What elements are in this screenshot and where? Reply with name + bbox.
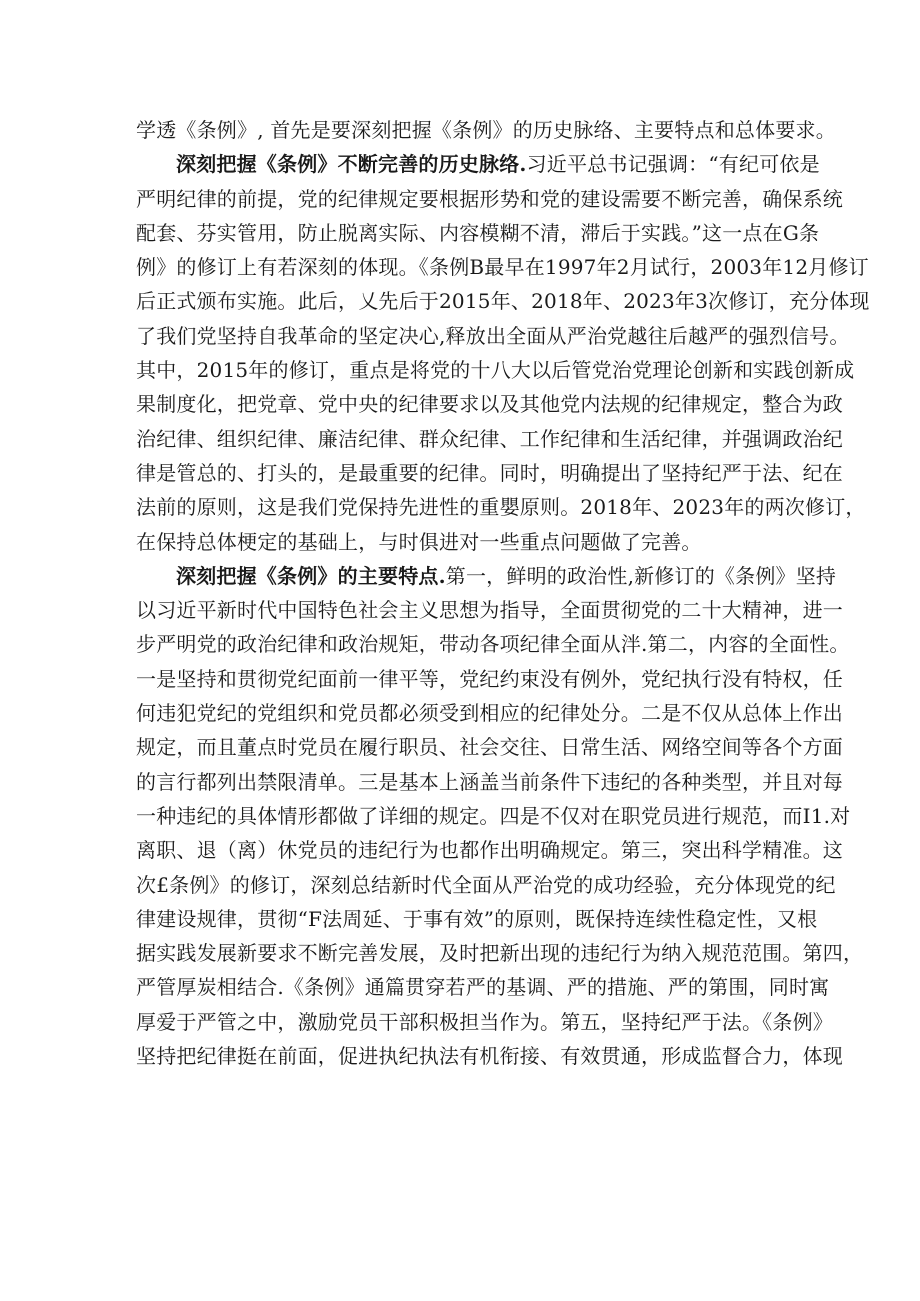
text-line xyxy=(136,250,869,284)
paragraph-heading: 深刻把握《条例》不断完善的历史脉络. xyxy=(176,152,527,177)
text-line xyxy=(136,593,843,627)
paragraph-features xyxy=(136,559,864,1073)
document-page xyxy=(136,113,870,1073)
text-line xyxy=(136,833,843,867)
line-text: 以习近平新时代中国特色社会主义思想为指导，全面贯彻党的二十大精神，进一 xyxy=(136,598,843,623)
line-text: 严明纪律的前提，党的纪律规定要根据形势和党的建设需要不断完善，确保系统 xyxy=(136,186,843,211)
text-line xyxy=(136,868,836,902)
line-text: 了我们党坚持自我革命的坚定决心,释放出全面从严治党越往后越严的强烈信号。 xyxy=(136,323,850,348)
text-line xyxy=(136,902,818,936)
paragraph-intro xyxy=(136,113,836,147)
line-text: 一种违纪的具体情形都做了详细的规定。四是不仅对在职党员进行规范，而I1.对 xyxy=(136,803,851,828)
line-text: 习近平总书记强调：“有纪可依是 xyxy=(526,152,820,177)
text-line xyxy=(136,490,866,524)
line-text: 律建设规律，贯彻“F法周延、于事有效”的原则，既保持连续性稳定性，又根 xyxy=(136,906,818,931)
text-line xyxy=(136,799,851,833)
text-line xyxy=(136,422,843,456)
text-line xyxy=(136,456,843,490)
text-line xyxy=(136,559,837,593)
text-line xyxy=(136,525,796,559)
text-line xyxy=(136,182,843,216)
paragraph-history xyxy=(136,147,870,559)
line-text: 次£条例》的修订，深刻总结新时代全面从严治党的成功经验，充分体现党的纪 xyxy=(136,872,836,897)
line-text: 学透《条例》, 首先是要深刻把握《条例》的历史脉络、主要特点和总体要求。 xyxy=(136,118,836,142)
text-line xyxy=(136,319,850,353)
line-text: 其中，2015年的修订，重点是将党的十八大以后管党治党理论创新和实践创新成 xyxy=(136,358,855,383)
text-line xyxy=(136,627,850,661)
line-text: 严管厚炭相结合.《条例》通篇贯穿若严的基调、严的措施、严的第围，同时寓 xyxy=(136,975,830,1000)
line-text: 治纪律、组织纪律、廉洁纪律、群众纪律、工作纪律和生活纪律，并强调政治纪 xyxy=(136,426,843,451)
text-line xyxy=(136,662,843,696)
line-text: 果制度化，把党章、党中央的纪律要求以及其他党内法规的纪律规定，整合为政 xyxy=(136,392,843,417)
text-line xyxy=(136,353,855,387)
line-text: 离职、退（离）休党员的违纪行为也都作出明确规定。第三，突出科学精准。这 xyxy=(136,838,843,863)
line-text: 的言行都列出禁限清单。三是基本上涵盖当前条件下违纪的各种类型，并且对每 xyxy=(136,769,843,794)
text-line xyxy=(136,730,843,764)
line-text: 第一，鲜明的政治性,新修订的《条例》坚持 xyxy=(445,563,837,588)
line-text: 步严明党的政治纪律和政治规矩，带动各项纪律全面从泮.第二，内容的全面性。 xyxy=(136,632,850,657)
text-line xyxy=(136,936,864,970)
line-text: 规定，而且董点时党员在履行职员、社会交往、日常生活、网络空间等各个方面 xyxy=(136,735,843,760)
line-text: 后正式颁布实施。此后，乂先后于2015年、2018年、2023年3次修订，充分体现 xyxy=(136,289,870,314)
line-text: 厚爱于严管之中，激励党员干部积极担当作为。第五，坚持纪严于法。《条例》 xyxy=(136,1009,833,1034)
text-line xyxy=(136,284,870,318)
text-line xyxy=(136,765,843,799)
paragraph-heading: 深刻把握《条例》的主要特点. xyxy=(176,563,446,588)
line-text: 例》的修订上有若深刻的体现。《条例B最早在1997年2月试行，2003年12月修订 xyxy=(136,255,869,280)
line-text: 法前的原则，这是我们党保持先进性的重嬰原则。2018年、2023年的两次修订， xyxy=(136,495,866,520)
text-line xyxy=(136,1005,833,1039)
text-line xyxy=(136,1039,843,1073)
text-line xyxy=(136,970,830,1004)
line-text: 据实践发展新要求不断完善发展，及时把新出现的违纪行为纳入规范范围。第四， xyxy=(136,941,864,966)
text-line xyxy=(136,387,843,421)
line-text: 配套、芬实管用，防止脱离实际、内容模糊不清，滞后于实践。”这一点在G条 xyxy=(136,220,820,245)
text-line xyxy=(136,216,820,250)
line-text: 坚持把纪律挺在前面，促进执纪执法有机衔接、有效贯通，形成监督合力，体现 xyxy=(136,1044,843,1069)
text-line xyxy=(136,147,820,181)
line-text: 一是坚持和贯彻党纪面前一律平等，党纪约束没有例外，党纪执行没有特权，任 xyxy=(136,666,843,691)
line-text: 在保持总体梗定的基础上，与时俱进对一些重点问题做了完善。 xyxy=(136,529,702,554)
text-line xyxy=(136,113,836,147)
line-text: 律是管总的、打头的，是最重要的纪律。同时，明确提出了坚持纪严于法、纪在 xyxy=(136,460,843,485)
text-line xyxy=(136,696,843,730)
line-text: 何违犯党纪的党组织和党员都必须受到相应的纪律处分。二是不仅从总体上作出 xyxy=(136,701,843,726)
